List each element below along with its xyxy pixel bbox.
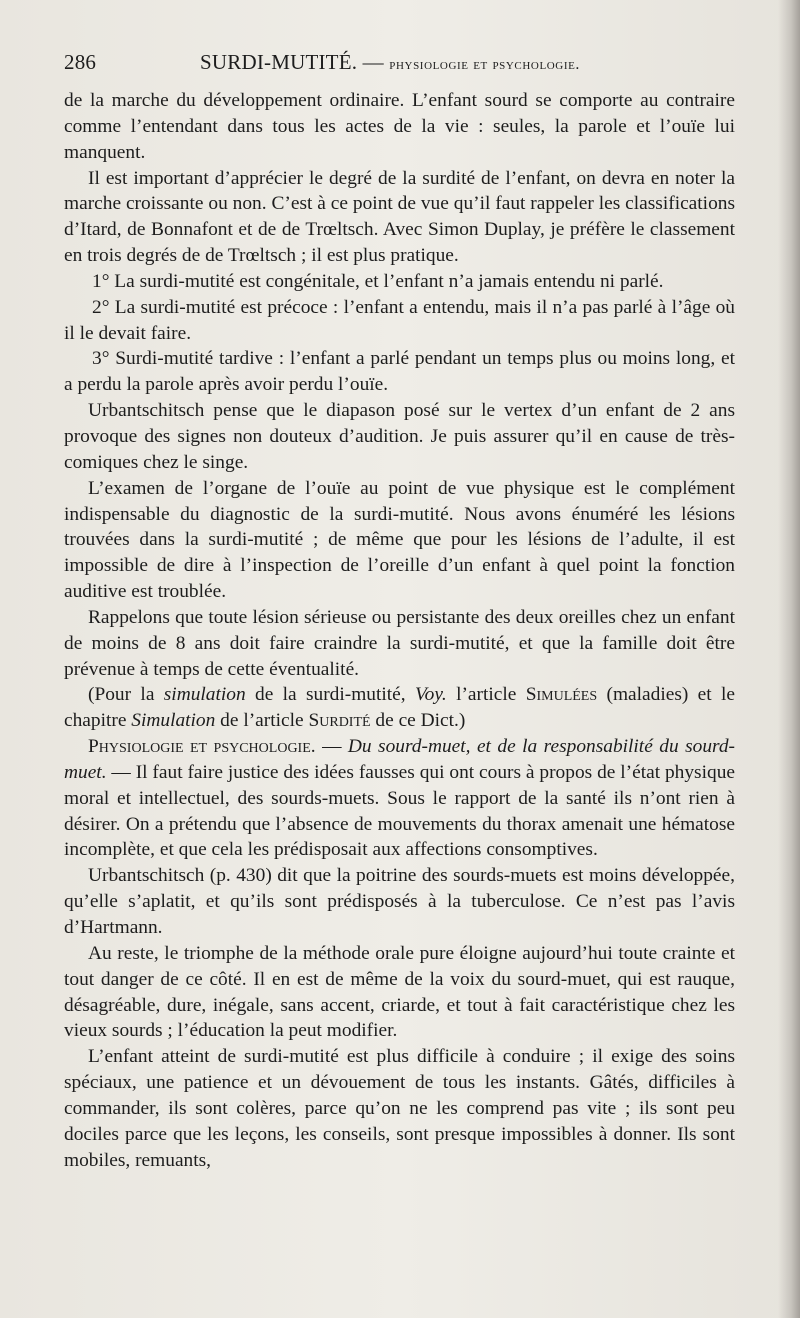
text-run: — (315, 736, 348, 758)
section-heading: Physiologie et psychologie. (88, 736, 316, 758)
italic-simulation: simulation (163, 684, 246, 706)
italic-simulation-chapter: Simulation (131, 710, 216, 732)
small-caps-simulees: Simulées (525, 684, 598, 706)
paragraph-continuation: de la marche du développement ordinaire. L’enfant sourd se comporte au contraire comme l’entendant dans tous les actes de la vie : seules, la parole et l’ouïe lui manquent. (64, 90, 735, 163)
paragraph-oral-method: Au reste, le triomphe de la méthode orale pure éloigne aujourd’hui toute crainte et tout danger de ce côté. Il en est de même de la voix du sourd-muet, qui est rauque, désagréable, dure, inégale, sans accent, criarde, et tout à fait caractéristique chez les vieux sourds ; l’éducation la peut modifier. (64, 942, 735, 1042)
paragraph-serious-lesion: Rappelons que toute lésion sérieuse ou persistante des deux oreilles chez un enfant de moins de 8 ans doit faire craindre la surdi-mutité, et que la famille doit être prévenue à temps de cette éventualité. (64, 606, 735, 680)
running-title-main: SURDI-MUTITÉ. (200, 50, 358, 74)
italic-voy: Voy. (414, 684, 447, 706)
paragraph-child-care: L’enfant atteint de surdi-mutité est plus difficile à conduire ; il exige des soins spéciaux, une patience et un dévouement de tous les instants. Gâtés, difficiles à commander, ils sont colères, parce qu’on ne les comprend pas vite ; ils sont peu dociles parce que les leçons, les conseils, sont presque impossibles à donner. Ils sont mobiles, remuants, (64, 1046, 735, 1171)
page-number: 286 (64, 50, 97, 74)
page-edge-shadow (778, 0, 800, 1318)
text-run: (maladies) et le chapitre (64, 684, 735, 732)
text-run: (Pour la (88, 684, 164, 706)
text-run: — Il faut faire justice des idées fausses qui ont cours à propos de l’état physique moral et intellectuel, des sourds-muets. Sous le rapport de la santé ils n’ont rien à désirer. On a prétendu que l’absence de mouvements du thorax amenait une hématose incomplète, et que cela les prédisposait aux affections consomptives. (64, 761, 735, 861)
text-run: de l’article (215, 710, 309, 732)
text-run: de ce Dict.) (370, 710, 466, 732)
running-title-subtitle: physiologie et psychologie. (389, 56, 581, 73)
list-item-congenital: 1° La surdi-mutité est congénitale, et l’enfant n’a jamais entendu ni parlé. (92, 270, 664, 292)
paragraph-chest-development: Urbantschitsch (p. 430) dit que la poitrine des sourds-muets est moins développée, qu’elle s’aplatit, et qu’ils sont prédisposés à la tuberculose. Ce n’est pas l’avis d’Hartmann. (64, 865, 735, 938)
paragraph-simulation-reference (64, 682, 735, 734)
running-title (200, 50, 580, 75)
small-caps-surdite: Surdité (308, 710, 371, 732)
text-run: de la surdi-mutité, (245, 684, 415, 706)
body-text (64, 88, 735, 1173)
list-item-late: 3° Surdi-mutité tardive : l’enfant a parlé pendant un temps plus ou moins long, et a perdu la parole après avoir perdu l’ouïe. (64, 348, 735, 396)
running-title-dash: — (362, 50, 384, 74)
text-run: l’article (446, 684, 526, 706)
section-physiologie-psychologie (64, 734, 735, 863)
paragraph-ear-examination: L’examen de l’organe de l’ouïe au point de vue physique est le complément indispensable du diagnostic de la surdi-mutité. Nous avons énuméré les lésions trouvées dans la surdi-mutité ; de même que pour les lésions de l’adulte, il est impossible de dire à l’inspection de l’oreille d’un enfant à quel point la fonction auditive est troublée. (64, 477, 735, 603)
paragraph-urbantschitsch-diapason: Urbantschitsch pense que le diapason posé sur le vertex d’un enfant de 2 ans provoque des signes non douteux d’audition. Je puis assurer qu’il en cause de très-comiques chez le singe. (64, 400, 735, 473)
paragraph-degree-of-deafness: Il est important d’apprécier le degré de la surdité de l’enfant, on devra en noter la marche croissante ou non. C’est à ce point de vue qu’il faut rappeler les classifications d’Itard, de Bonnafont et de de Trœltsch. Avec Simon Duplay, je préfère le classement en trois degrés de de Trœltsch ; il est plus pratique. (64, 167, 735, 267)
running-header (64, 50, 744, 80)
list-item-precocious: 2° La surdi-mutité est précoce : l’enfant a entendu, mais il n’a pas parlé à l’âge où il le devait faire. (64, 296, 735, 344)
section-subheading: Du sourd-muet, et de la responsabilité du sourd-muet. (64, 736, 735, 783)
